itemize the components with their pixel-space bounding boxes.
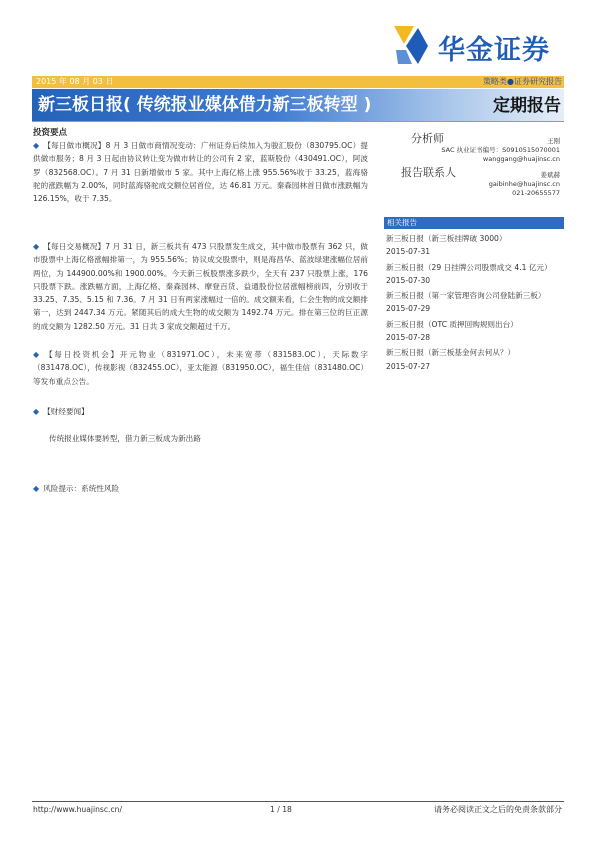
analyst-name: 王刚 [547, 137, 560, 145]
analyst-cert: SAC 执业证书编号：S0910515070001 [441, 146, 560, 154]
report-category: 策略类●证券研究报告 [483, 77, 562, 86]
related-report-date: 2015-07-28 [386, 333, 431, 343]
related-report-title[interactable]: 新三板日报（新三板基金何去何从？） [386, 348, 516, 358]
related-report-title[interactable]: 新三板日报（第一家管理咨询公司登陆新三板） [386, 291, 546, 301]
company-logo [392, 22, 564, 68]
related-report-date: 2015-07-30 [386, 275, 431, 285]
bullet-text: 【每日做市概况】8 月 3 日做市商情况变动：广州证券后续加入为骏汇股份（830795.OC）提供做市服务；8 月 3 日起由协议转让变为做市转让的公司有 2 家，蓝斯股份（430491.OC），阿波罗（832568.OC）。7 月 31 日新增做市 5 家。其中上海亿格上涨 955.56%收于 33.25，蓝海骆驼的涨跌幅为 2.00%，同时蓝海骆驼成交额位居首位，达 46.81 万元。秦森园林首日做市涨跌幅为 126.15%，收于 7.35。 [33, 141, 368, 204]
related-report-title[interactable]: 新三板日报（29 日挂牌公司股票成交 4.1 亿元） [386, 262, 552, 272]
page-number: 1 / 18 [270, 805, 292, 814]
related-report-date: 2015-07-27 [386, 361, 431, 371]
related-report-date: 2015-07-31 [386, 247, 431, 257]
bullet-daily-market-making [33, 139, 368, 205]
contact-phone: 021-20655577 [512, 189, 560, 197]
diamond-bullet-icon: ◆ [33, 407, 40, 416]
bullet-text: 风险提示：系统性风险 [43, 484, 120, 493]
footer-url[interactable]: http://www.huajinsc.cn/ [33, 805, 123, 814]
related-reports-list [386, 232, 562, 375]
related-report-title[interactable]: 新三板日报（新三板挂牌破 3000） [386, 234, 507, 243]
disclaimer-note: 请务必阅读正文之后的免责条款部分 [434, 805, 562, 814]
bullet-text: 【每日交易概况】7 月 31 日，新三板共有 473 只股票发生成交，其中做市股票有 362 只，做市股票中上海亿格涨幅排第一，为 955.56%；协议成交股票中，则是海昌华、蓝波绿建涨幅位居前两位，为 144900.00%和 1900.00%。今天新三板股票涨多跌少，全天有 237 只股票上涨，176 只股票下跌。涨跌幅方面，上海亿格、秦森园林、摩登百货、益通股份位居涨幅榜前四，分别收于 33.25、7.35、5.15 和 7.36。7 月 31 日有两家涨幅过一倍的。成交额来看，仁会生物的成交额排第一，达到 2447.34 万元。紧随其后的成大生物的成交额为 1492.74 万元。排在第三位的巨正源的成交额为 1282.50 万元。31 日共 3 家成交额超过千万。 [33, 242, 368, 331]
bullet-risk-warning [33, 482, 368, 495]
bullet-text: 【每日投资机会】开元物业（831971.OC），未来宽带（831583.OC），天际数字（831478.OC），传视影视（832455.OC），亚太能源（831950.OC），福生佳信（831480.OC）等发布重点公告。 [33, 350, 369, 386]
report-date: 2015 年 08 月 03 日 [36, 77, 114, 86]
logo-mark-icon [392, 22, 436, 66]
diamond-bullet-icon: ◆ [33, 141, 40, 150]
bullet-financial-news [33, 405, 368, 418]
logo-text: 华金证券 [438, 35, 550, 66]
analyst-email[interactable]: wanggang@huajinsc.cn [482, 155, 560, 163]
diamond-bullet-icon: ◆ [33, 350, 41, 359]
diamond-bullet-icon: ◆ [33, 242, 40, 251]
contact-email[interactable]: gaibinhe@huajinsc.cn [488, 180, 560, 188]
report-type: 定期报告 [493, 96, 561, 116]
bullet-investment-opportunity [33, 348, 368, 388]
contact-label: 报告联系人 [401, 166, 456, 179]
related-report-date: 2015-07-29 [386, 304, 431, 314]
section-heading: 投资要点 [33, 128, 68, 138]
related-report-title[interactable]: 新三板日报（OTC 质押回购规则出台） [386, 319, 518, 329]
news-item: 传统报业媒体要转型，借力新三板成为新出路 [49, 434, 201, 443]
contact-name: 姜斌赫 [540, 171, 560, 179]
divider [32, 121, 564, 122]
bullet-daily-trading [33, 240, 368, 333]
page-title: 新三板日报( 传统报业媒体借力新三板转型 ) [38, 95, 372, 115]
diamond-bullet-icon: ◆ [33, 484, 40, 493]
analyst-label: 分析师 [411, 132, 444, 145]
related-reports-heading: 相关报告 [384, 217, 564, 229]
bullet-text: 【财经要闻】 [43, 407, 89, 416]
footer-divider [32, 801, 564, 802]
